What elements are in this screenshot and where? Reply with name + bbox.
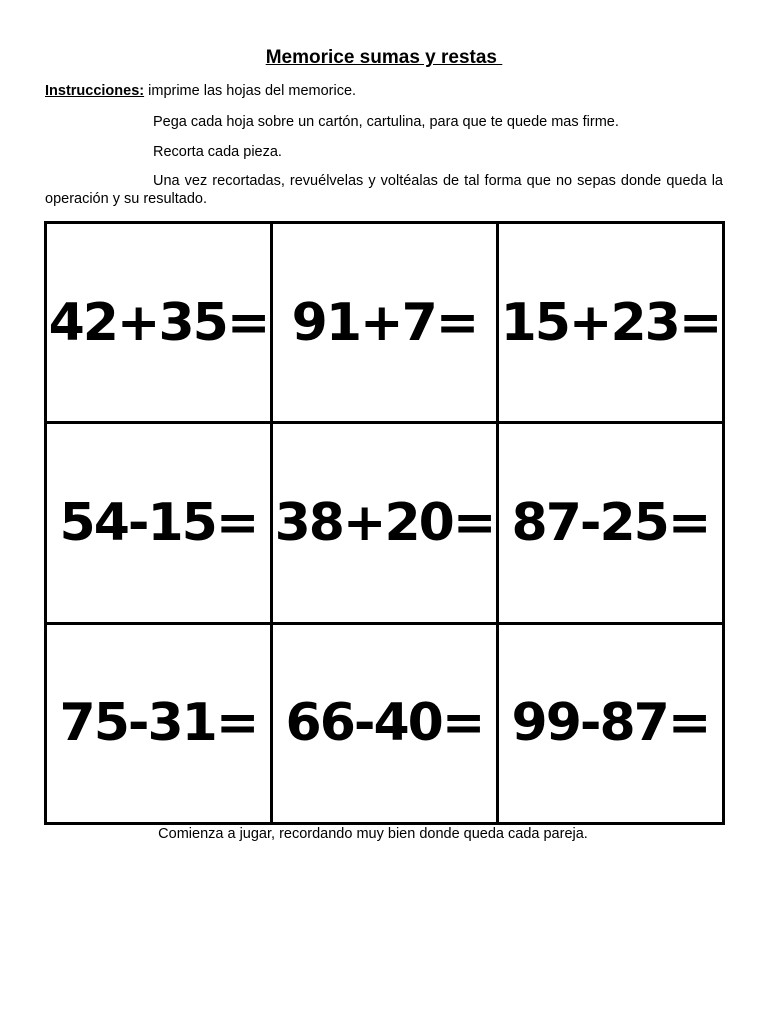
memory-card bbox=[47, 224, 273, 424]
card-operation: 42+35= bbox=[48, 292, 269, 353]
memory-card bbox=[273, 625, 499, 825]
memory-card bbox=[499, 424, 725, 624]
instructions-label: Instrucciones: bbox=[45, 83, 145, 99]
memory-card bbox=[47, 424, 273, 624]
instruction-step-4: Una vez recortadas, revuélvelas y voltéalas de tal forma que no sepas donde queda la operación y su resultado. bbox=[45, 173, 723, 207]
instruction-step-2: Pega cada hoja sobre un cartón, cartulina, para que te quede mas firme. bbox=[153, 114, 619, 130]
memory-card bbox=[499, 224, 725, 424]
card-operation: 87-25= bbox=[511, 492, 710, 553]
footer-text: Comienza a jugar, recordando muy bien donde queda cada pareja. bbox=[158, 826, 588, 842]
instruction-line-1 bbox=[45, 82, 356, 100]
card-operation: 91+7= bbox=[291, 292, 478, 353]
memory-card bbox=[273, 224, 499, 424]
card-operation: 38+20= bbox=[274, 492, 495, 553]
card-operation: 54-15= bbox=[59, 492, 258, 553]
card-operation: 75-31= bbox=[59, 693, 258, 754]
card-operation: 99-87= bbox=[511, 693, 710, 754]
instruction-step-1: imprime las hojas del memorice. bbox=[144, 83, 357, 99]
page-title: Memorice sumas y restas bbox=[265, 47, 503, 68]
memory-card bbox=[499, 625, 725, 825]
memory-card bbox=[47, 625, 273, 825]
card-operation: 15+23= bbox=[500, 292, 721, 353]
memory-card-grid bbox=[44, 221, 725, 825]
memory-card bbox=[273, 424, 499, 624]
instruction-step-3: Recorta cada pieza. bbox=[153, 144, 282, 160]
card-operation: 66-40= bbox=[285, 693, 484, 754]
